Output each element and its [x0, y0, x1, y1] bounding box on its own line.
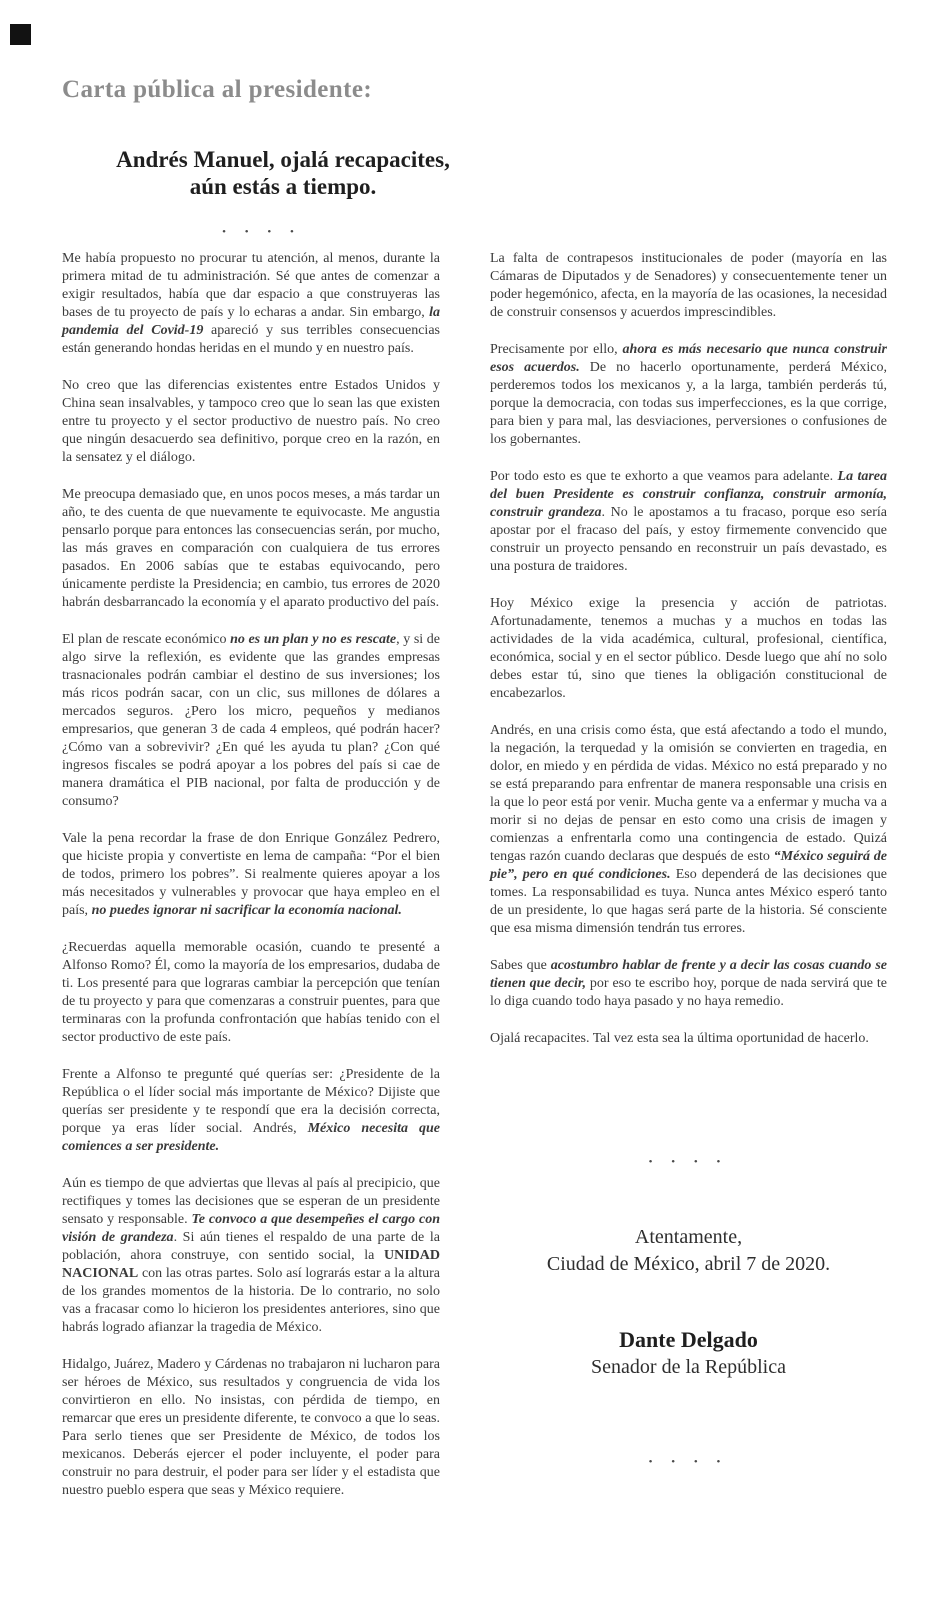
text-run: ahora es más necesario que nunca construir esos acuerdos. [490, 342, 887, 375]
letter-paragraph [62, 1356, 440, 1500]
letter-paragraph [490, 341, 887, 449]
text-run: Ojalá recapacites. Tal vez esta sea la última oportunidad de hacerlo. [490, 1031, 869, 1046]
signature-block [490, 1156, 887, 1468]
letter-paragraph [62, 486, 440, 612]
letter-paragraph [490, 468, 887, 576]
text-run: “México seguirá de pie”, pero en qué condiciones. [490, 849, 887, 882]
text-run: Por todo esto es que te exhorto a que veamos para adelante. [490, 469, 838, 484]
letter-paragraph [62, 939, 440, 1047]
text-run: Andrés, en una crisis como ésta, que está afectando a todo el mundo, la negación, la terquedad y la omisión se convierten en tragedia, en dolor, en miedo y en pérdida de vidas. México no está preparado y no se está preparando para enfrentar de manera responsable una crisis en la que lo peor está por venir. Mucha gente va a enfermar y mucha va a morir si no dejas de pensar en esto como una crisis de imagen y comienzas a enfrentarla como una contingencia de estado. Quizá tengas razón cuando declaras que después de esto [490, 723, 887, 864]
separator-dots-signature: • • • • [648, 1156, 729, 1168]
text-run: apareció y sus terribles consecuencias están generando hondas heridas en el mundo y en nuestro país. [62, 323, 440, 356]
letter-paragraph [62, 377, 440, 467]
text-run: , y si de algo sirve la reflexión, es evidente que las grandes empresas trasnacionales podrán cambiar el destino de sus inversiones; los más ricos podrán sacar, con un clic, sus millones de dólares a mercados seguros. ¿Pero los micro, pequeños y medianos empresarios, que generan 3 de cada 4 empleos, qué podrán hacer? ¿Cómo van a sobrevivir? ¿En qué les ayuda tu plan? ¿Con qué ingresos fiscales se podrá apoyar a los pobres del país si cae de manera dramática el PIB nacional, por falta de producción y de consumo? [62, 632, 440, 809]
letter-paragraph [62, 631, 440, 811]
letter-paragraph [490, 722, 887, 938]
headline-line-2: aún estás a tiempo. [189, 174, 377, 199]
separator-dots-bottom: • • • • [648, 1456, 729, 1468]
text-run: Me había propuesto no procurar tu atención, al menos, durante la primera mitad de tu administración. Sé que antes de comenzar a exigir resultados, había que dar espacio a que construyeras las bases de tu proyecto de país y lo echaras a andar. Sin embargo, [62, 251, 440, 320]
text-run: por eso te escribo hoy, porque de nada servirá que te lo diga cuando todo haya pasado y no haya remedio. [490, 976, 888, 1009]
text-run: La falta de contrapesos institucionales de poder (mayoría en las Cámaras de Diputados y de Senadores) y consecuentemente tener un poder hegemónico, afecta, en la mayoría de las ocasiones, la necesidad de construir consensos y acuerdos imprescindibles. [490, 251, 887, 320]
text-run: no es un plan y no es rescate [230, 632, 397, 647]
text-run: Hidalgo, Juárez, Madero y Cárdenas no trabajaron ni lucharon para ser héroes de México, sus resultados y congruencia de vida los convirtieron en ello. No insistas, con pérdida de tiempo, en remarcar que eres un presidente diferente, te convoco a que lo seas. Para serlo tienes que ser Presidente de México, de todos los mexicanos. Deberás ejercer el poder incluyente, el poder para construir no para destruir, el poder para ser líder y el estadista que nuestro pueblo espera que seas y México requiere. [62, 1357, 440, 1498]
letter-paragraph [490, 250, 887, 322]
right-column [490, 250, 887, 1067]
headline-line-1: Andrés Manuel, ojalá recapacites, [116, 147, 450, 172]
text-run: Me preocupa demasiado que, en unos pocos meses, a más tardar un año, te des cuenta de que nuevamente te equivocaste. Me angustia pensarlo porque para entonces las consecuencias serán, por mucho, las más graves en comparación con cualquiera de tus errores pasados. En 2006 sabías que te estabas equivocando, pero únicamente perdiste la Presidencia; en cambio, tus errores de 2020 habrán desbarrancado la economía y el aparato productivo del país. [62, 487, 440, 610]
text-run: Eso dependerá de las decisiones que tomes. La responsabilidad es tuya. Nunca antes México esperó tanto de un presidente, lo que hagas será parte de la historia. Sé consciente que esa misma dimensión tendrán tus errores. [490, 867, 887, 936]
text-run: . Si aún tienes el respaldo de una parte de la población, ahora construye, con sentido social, la [62, 1230, 440, 1263]
letter-paragraph [62, 830, 440, 920]
signature-place-date: Ciudad de México, abril 7 de 2020. [546, 1253, 831, 1275]
text-run: . No le apostamos a tu fracaso, porque eso sería apostar por el fracaso del país, y estoy firmemente convencido que construir un proyecto pensando en reconstruir un país devastado, es una postura de traidores. [490, 505, 887, 574]
text-run: La tarea del buen Presidente es construir confianza, construir armonía, construir grandeza [490, 469, 887, 520]
page-kicker: Carta pública al presidente: [62, 76, 373, 103]
text-run: México necesita que comiences a ser presidente. [62, 1121, 440, 1154]
letter-paragraph [62, 1066, 440, 1156]
text-run: Sabes que [490, 958, 551, 973]
corner-mark [10, 24, 31, 45]
letter-paragraph [62, 1175, 440, 1337]
text-run: Frente a Alfonso te pregunté qué querías ser: ¿Presidente de la República o el líder social más importante de México? Dijiste que querías ser presidente y te respondí que era la decisión correcta, porque ya eras líder social. Andrés, [62, 1067, 440, 1136]
letter-paragraph [62, 250, 440, 358]
text-run: UNIDAD NACIONAL [62, 1248, 440, 1281]
signature-title: Senador de la República [591, 1356, 786, 1378]
text-run: El plan de rescate económico [62, 632, 231, 647]
letter-paragraph [490, 595, 887, 703]
text-run: ¿Recuerdas aquella memorable ocasión, cuando te presenté a Alfonso Romo? Él, como la mayoría de los empresarios, dudaba de ti. Los presenté para que lograras cambiar la percepción que tenían de tu proyecto y para que comenzaras a construir puentes, para que terminaras con la profunda confrontación que habías tenido con el sector productivo de este país. [62, 940, 440, 1045]
text-run: la pandemia del Covid-19 [62, 305, 440, 338]
left-column [62, 250, 440, 1519]
text-run: De no hacerlo oportunamente, perderá México, perderemos todos los mexicanos y, a la larga, también perderás tú, porque la democracia, con todas sus imperfecciones, es la que corrige, para bien y para mal, las desviaciones, perversiones o confusiones de los gobernantes. [490, 360, 887, 447]
text-run: Vale la pena recordar la frase de don Enrique González Pedrero, que hiciste propia y convertiste en lema de campaña: “Por el bien de todos, primero los pobres”. Si realmente quieres apoyar a los más necesitados y vulnerables y provocar que haya empleo en el país, [62, 831, 440, 918]
text-run: Aún es tiempo de que adviertas que llevas al país al precipicio, que rectifiques y tomes las decisiones que se esperan de un presidente sensato y responsable. [62, 1176, 440, 1227]
text-run: Te convoco a que desempeñes el cargo con visión de grandeza [62, 1212, 440, 1245]
letter-paragraph [490, 957, 887, 1011]
text-run: con las otras partes. Solo así lograrás estar a la altura de los grandes momentos de la historia. De lo contrario, no solo vas a fracasar como lo hicieron los presidentes anteriores, sino que habrás logrado afianzar la tragedia de México. [62, 1266, 440, 1335]
text-run: Precisamente por ello, [490, 342, 623, 357]
letter-headline [62, 146, 504, 200]
letter-paragraph [490, 1030, 887, 1048]
text-run: Hoy México exige la presencia y acción de patriotas. Afortunadamente, tenemos a muchas y a muchos en todas las actividades de la vida académica, cultural, profesional, científica, económica, social y en el sector público. Desde luego que ahí no solo debes estar tú, sino que tienes la obligación constitucional de encabezarlos. [490, 596, 887, 701]
text-run: no puedes ignorar ni sacrificar la economía nacional. [91, 903, 402, 918]
text-run: No creo que las diferencias existentes entre Estados Unidos y China sean insalvables, y tampoco creo que lo sean las que existen entre tu proyecto y el sector productivo de nuestro país. No creo que ningún desacuerdo sea definitivo, porque creo en la razón, en la sensatez y el diálogo. [62, 378, 440, 465]
text-run: acostumbro hablar de frente y a decir las cosas cuando se tienen que decir, [490, 958, 887, 991]
signature-name: Dante Delgado [619, 1327, 758, 1352]
signature-closing: Atentamente, [634, 1226, 743, 1248]
separator-dots-top: • • • • [222, 226, 302, 238]
